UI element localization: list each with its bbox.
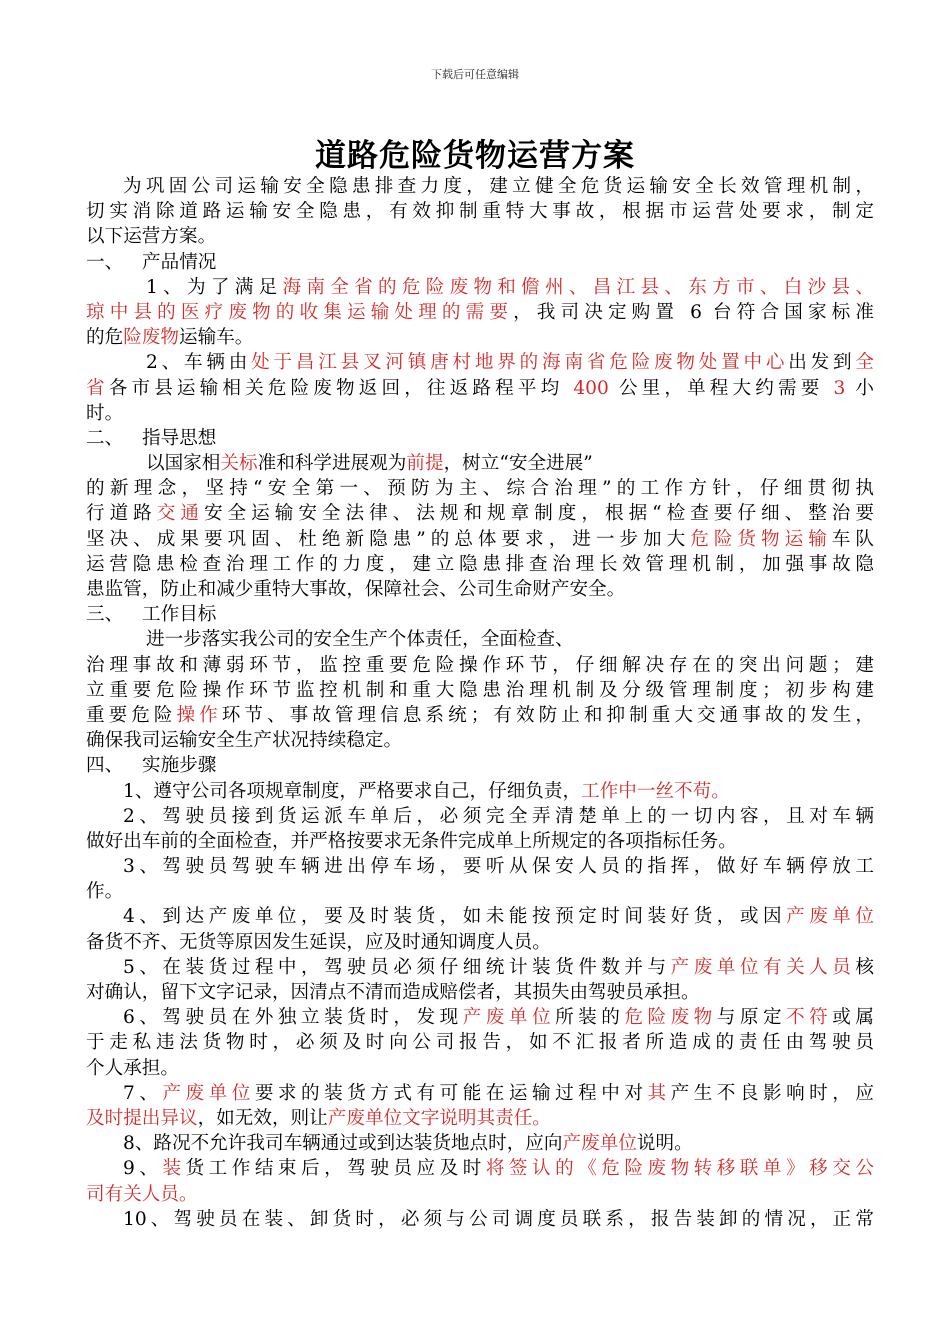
- text-line: [86, 653, 874, 678]
- text-segment: 1、为了满足: [146, 276, 283, 298]
- text-line: [86, 174, 874, 199]
- text-segment: 运输车。: [179, 327, 254, 349]
- text-segment: 公里，单程大约需要: [608, 377, 834, 399]
- text-segment: 指导思想: [142, 427, 217, 449]
- highlighted-text: 处于昌江县叉河镇唐村地界的海南省危险废物处置中心: [251, 352, 789, 374]
- highlighted-text: 其: [647, 1082, 671, 1104]
- text-segment: 进一步落实我公司的安全生产个体责任，全面检查、: [146, 629, 574, 651]
- text-segment: 8、路况不允许我司车辆通过或到达装货地点时，应向: [123, 1133, 563, 1155]
- text-line: [86, 904, 874, 929]
- highlighted-text: 工作中一丝不苟。: [581, 780, 730, 802]
- text-segment: 于走私违法货物时，必须及时向公司报告，如不汇报者所造成的责任由驾驶员: [86, 1032, 874, 1054]
- section-heading: [86, 602, 874, 627]
- page-header: 下载后可任意编辑: [431, 68, 519, 81]
- highlighted-text: 省: [86, 377, 109, 399]
- text-segment: 7、: [123, 1082, 163, 1104]
- text-segment: ，如无效，则让: [197, 1107, 328, 1129]
- highlighted-text: 产废单位: [786, 906, 874, 928]
- highlighted-text: 产废单位文字说明其责任。: [327, 1107, 551, 1129]
- text-segment: 备货不齐、无货等原因发生延误，应及时通知调度人员。: [86, 931, 551, 953]
- section-number: 三、: [86, 604, 124, 626]
- text-line: [86, 728, 874, 753]
- text-segment: 治理事故和薄弱环节，监控重要危险操作环节，仔细解决存在的突出问题；建: [86, 654, 874, 676]
- text-line: [86, 199, 874, 224]
- text-segment: 所装的: [555, 1007, 625, 1029]
- text-line: [86, 552, 874, 577]
- text-segment: 车队: [831, 528, 874, 550]
- text-segment: 环节、事故管理信息系统；有效防止和抑制重大交通事故的发生，: [221, 704, 874, 726]
- text-line: [86, 501, 874, 526]
- text-segment: 重要危险: [86, 704, 177, 726]
- text-line: [86, 1005, 874, 1030]
- text-segment: 确保我司运输安全生产状况持续稳定。: [86, 730, 403, 752]
- text-segment: 对确认，留下文字记录，因清点不清而造成赔偿者，其损失由驾驶员承担。: [86, 982, 700, 1003]
- text-segment: 10、驾驶员在装、卸货时，必须与公司调度员联系，报告装卸的情况，正常: [123, 1208, 874, 1230]
- text-segment: 以国家相: [146, 453, 221, 475]
- text-line: [86, 451, 874, 476]
- text-segment: 货工作结束后，驾驶员应及时: [185, 1158, 486, 1180]
- text-line: [86, 804, 874, 829]
- section-heading: [86, 250, 874, 275]
- text-segment: 安全运输安全法律、法规和规章制度，根据“检查要仔细、整治要: [203, 503, 874, 525]
- text-segment: 为巩固公司运输安全隐患排查力度，建立健全危货运输安全长效管理机制，: [123, 176, 874, 197]
- section-heading: [86, 753, 874, 778]
- text-line: [86, 376, 874, 401]
- text-segment: 工作目标: [142, 604, 217, 626]
- text-segment: 说明。: [636, 1133, 693, 1155]
- text-line: [86, 275, 874, 300]
- text-line: [86, 401, 874, 426]
- text-segment: ，我司决定购置 6 台符合国家标准: [513, 301, 874, 323]
- highlighted-text: 危险货物运输: [690, 528, 832, 550]
- text-segment: 运营隐患检查治理工作的力度，建立隐患排查治理长效管理机制，加强事故隐: [86, 553, 874, 575]
- text-line: [86, 1056, 874, 1081]
- highlighted-text: 交通: [156, 503, 204, 525]
- highlighted-text: 险废物: [123, 327, 179, 349]
- text-line: [86, 1106, 874, 1131]
- text-line: [86, 325, 874, 350]
- text-line: [86, 224, 874, 249]
- text-line: [86, 1081, 874, 1106]
- text-segment: 要求的装货方式有可能在运输过程中对: [254, 1082, 648, 1104]
- section-heading: [86, 426, 874, 451]
- text-segment: 的危: [86, 327, 124, 349]
- text-segment: 5、在装货过程中，驾驶员必须仔细统计装货件数并与: [123, 956, 671, 978]
- text-line: [86, 678, 874, 703]
- highlighted-text: 产废单位: [562, 1133, 637, 1155]
- text-segment: 的新理念，坚持“安全第一、预防为主、综合治理”的工作方针，仔细贯彻执: [86, 478, 874, 500]
- text-segment: 实施步骤: [142, 755, 217, 777]
- highlighted-text: 海南全省的危险废物和儋州、昌江县、东方市、白沙县、: [282, 276, 874, 298]
- highlighted-text: 危险废物: [624, 1007, 717, 1029]
- text-segment: 患监管，防止和减少重特大事故，保障社会、公司生命财产安全。: [86, 579, 626, 600]
- highlighted-text: 及时提出异议: [86, 1107, 198, 1129]
- highlighted-text: 不符: [786, 1007, 833, 1029]
- text-segment: 作。: [86, 881, 124, 903]
- text-segment: 产生不良影响时，应: [670, 1082, 874, 1104]
- highlighted-text: 司有关人员。: [86, 1183, 198, 1205]
- text-segment: 小: [845, 377, 874, 399]
- highlighted-text: 400: [573, 377, 609, 399]
- highlighted-text: 产废单位: [162, 1082, 255, 1104]
- text-line: [86, 1131, 874, 1156]
- text-segment: 坚决、成果要巩固、杜绝新隐患”的总体要求，进一步加大: [86, 528, 691, 550]
- highlighted-text: 琼中县的医疗废物的收集运输处理的需要: [86, 301, 514, 323]
- highlighted-text: 全: [855, 352, 874, 374]
- text-segment: 立重要危险操作环节监控机制和重大隐患治理机制及分级管理制度；初步构建: [86, 679, 874, 701]
- text-segment: 行道路: [86, 503, 157, 525]
- text-line: [86, 1030, 874, 1055]
- text-line: [86, 577, 874, 602]
- text-segment: 切实消除道路运输安全隐患，有效抑制重特大事故，根据市运营处要求，制定: [86, 201, 874, 223]
- highlighted-text: 操作: [176, 704, 222, 726]
- text-segment: 9、: [123, 1158, 163, 1180]
- text-segment: 6、驾驶员在外独立装货时，发现: [123, 1007, 463, 1029]
- text-segment: ，树立“安全进展”: [443, 453, 593, 475]
- text-line: [86, 930, 874, 955]
- text-line: [86, 527, 874, 552]
- section-number: 二、: [86, 427, 124, 449]
- text-segment: 与原定: [716, 1007, 787, 1029]
- text-segment: 以下运营方案。: [86, 226, 217, 248]
- highlighted-text: 装: [162, 1158, 186, 1180]
- text-segment: 核: [855, 956, 874, 978]
- text-line: [86, 1207, 874, 1232]
- text-line: [86, 350, 874, 375]
- text-line: [86, 300, 874, 325]
- text-line: [86, 703, 874, 728]
- text-segment: 各市县运输相关危险废物返回，往返路程平均: [108, 377, 574, 399]
- text-segment: 1、遵守公司各项规章制度，严格要求自己，仔细负责，: [123, 780, 582, 802]
- highlighted-text: 3: [833, 377, 846, 399]
- text-line: [86, 627, 874, 652]
- text-segment: 或属: [832, 1007, 874, 1029]
- text-line: [86, 476, 874, 501]
- section-number: 四、: [86, 755, 124, 777]
- text-segment: 个人承担。: [86, 1057, 179, 1079]
- text-line: [86, 1156, 874, 1181]
- text-segment: 4、到达产废单位，要及时装货，如未能按预定时间装好货，或因: [123, 906, 787, 928]
- text-line: [86, 854, 874, 879]
- highlighted-text: 产废单位有关人员: [670, 956, 856, 978]
- text-segment: 3、驾驶员驾驶车辆进出停车场，要听从保安人员的指挥，做好车辆停放工: [123, 856, 874, 878]
- highlighted-text: 关标: [220, 453, 258, 475]
- text-line: [86, 955, 874, 980]
- highlighted-text: 产废单位: [462, 1007, 556, 1029]
- text-line: [86, 1182, 874, 1207]
- section-number: 一、: [86, 251, 124, 273]
- highlighted-text: 前提: [406, 453, 444, 475]
- text-line: [86, 879, 874, 904]
- text-segment: 出发到: [788, 352, 856, 374]
- text-segment: 做好出车前的全面检查，并严格按要求无条件完成单上所规定的各项指标任务。: [86, 830, 737, 852]
- text-segment: 2、驾驶员接到货运派车单后，必须完全弄清楚单上的一切内容，且对车辆: [123, 805, 874, 827]
- document-body: [86, 174, 874, 1232]
- page-title: 道路危险货物运营方案: [315, 138, 635, 174]
- text-line: [86, 779, 874, 804]
- text-line: [86, 980, 874, 1005]
- text-line: [86, 829, 874, 854]
- text-segment: 产品情况: [142, 251, 217, 273]
- text-segment: 2、车辆由: [146, 352, 252, 374]
- highlighted-text: 将签认的《危险废物转移联单》移交公: [485, 1158, 874, 1180]
- text-segment: 准和科学进展观为: [257, 453, 407, 475]
- text-segment: 时。: [86, 402, 124, 424]
